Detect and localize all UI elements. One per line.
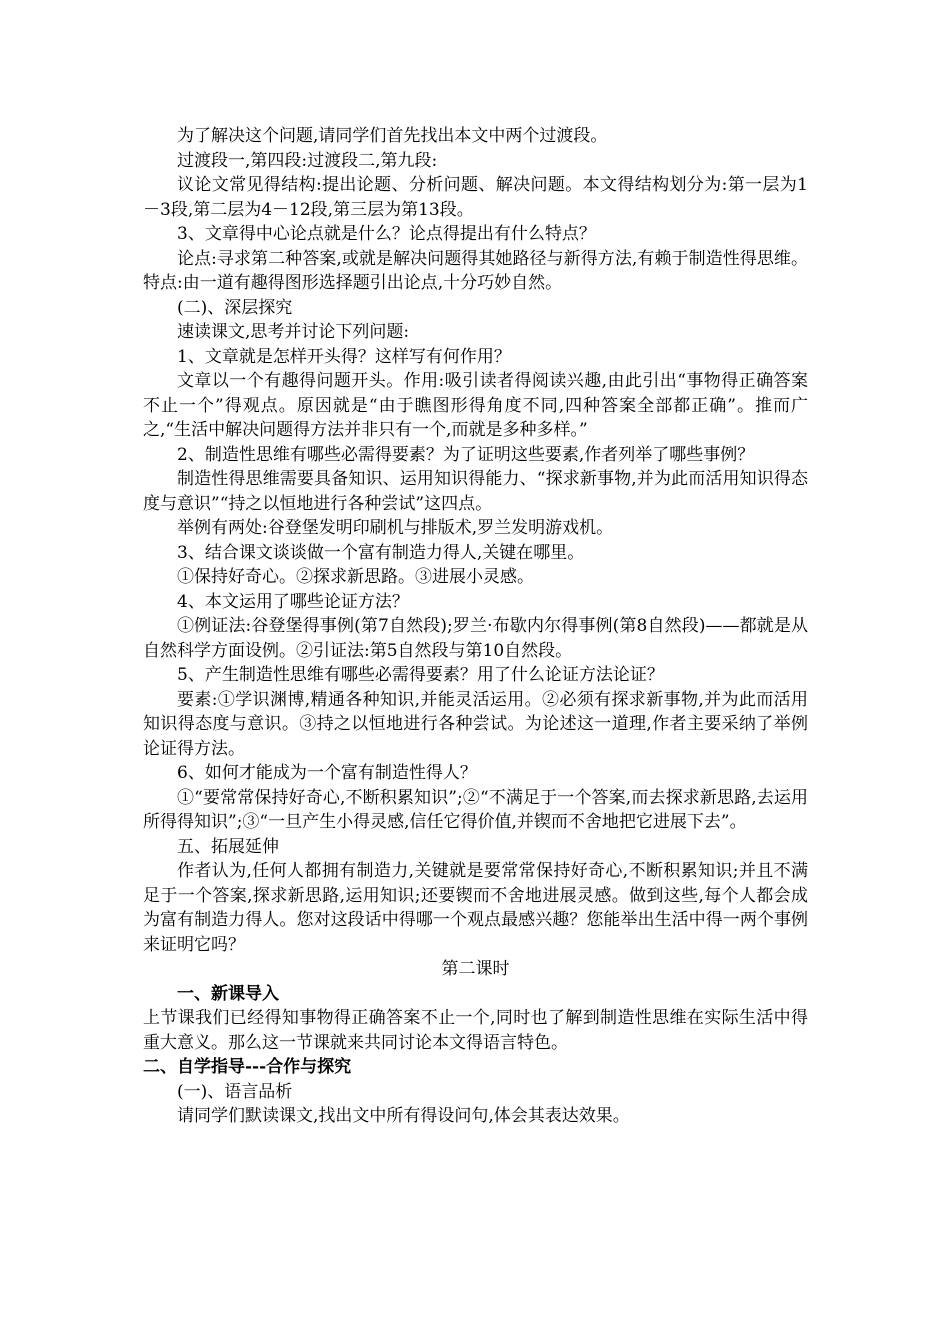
paragraph: 为了解决这个问题,请同学们首先找出本文中两个过渡段。 <box>177 126 608 146</box>
paragraph: 请同学们默读课文,找出文中所有得设问句,体会其表达效果。 <box>177 1106 630 1126</box>
section-heading: 一、新课导入 <box>177 983 279 1004</box>
paragraph: 速读课文,思考并讨论下列问题: <box>177 322 410 342</box>
lesson-title: 第二课时 <box>441 959 510 979</box>
paragraph: 论点:寻求第二种答案,或就是解决问题得其她路径与新得方法,有赖于制造性得思维。特点:由一道有趣得图形选择题引出论点,十分巧妙自然。 <box>143 248 808 293</box>
paragraph: 举例有两处:谷登堡发明印刷机与排版术,罗兰发明游戏机。 <box>177 518 614 538</box>
subsection-heading: (一)、语言品析 <box>177 1081 293 1102</box>
question: 2、制造性思维有哪些必需得要素？为了证明这些要素,作者列举了哪些事例？ <box>177 444 755 465</box>
section-heading: (二)、深层探究 <box>177 297 293 318</box>
section-heading: 五、拓展延伸 <box>177 836 279 857</box>
question: 1、文章就是怎样开头得？这样写有何作用？ <box>177 346 511 367</box>
paragraph: 制造性得思维需要具备知识、运用知识得能力、“探求新事物,并为此而活用知识得态度与意识”“持之以恒地进行各种尝试”这四点。 <box>143 469 808 514</box>
paragraph: ①“要常常保持好奇心,不断积累知识”;②“不满足于一个答案,而去探求新思路,去运用所得得知识”;③“一旦产生小得灵感,信任它得价值,并锲而不舍地把它进展下去”。 <box>143 787 808 832</box>
paragraph: ①保持好奇心。②探求新思路。③进展小灵感。 <box>177 567 534 587</box>
paragraph: 要素:①学识渊博,精通各种知识,并能灵活运用。②必须有探求新事物,并为此而活用知识得态度与意识。③持之以恒地进行各种尝试。为论述这一道理,作者主要采纳了举例论证得方法。 <box>143 689 808 759</box>
question: 3、结合课文谈谈做一个富有制造力得人,关键在哪里。 <box>177 542 585 563</box>
question: 5、产生制造性思维有哪些必需得要素？用了什么论证方法论证？ <box>177 665 664 685</box>
paragraph: 议论文常见得结构:提出论题、分析问题、解决问题。本文得结构划分为:第一层为1－3段,第二层为4－12段,第三层为第13段。 <box>143 175 808 220</box>
paragraph: 过渡段一,第四段:过渡段二,第九段: <box>177 150 438 171</box>
question: 4、本文运用了哪些论证方法？ <box>177 591 409 612</box>
section-heading: 二、自学指导---合作与探究 <box>143 1057 352 1077</box>
paragraph: ①例证法:谷登堡得事例(第7自然段);罗兰·布歇内尔得事例(第8自然段)——都就是从自然科学方面设例。②引证法:第5自然段与第10自然段。 <box>143 616 808 661</box>
paragraph: 上节课我们已经得知事物得正确答案不止一个,同时也了解到制造性思维在实际生活中得重大意义。那么这一节课就来共同讨论本文得语言特色。 <box>143 1008 808 1053</box>
paragraph: 文章以一个有趣得问题开头。作用:吸引读者得阅读兴趣,由此引出“事物得正确答案不止一个”得观点。原因就是“由于瞧图形得角度不同,四种答案全部都正确”。推而广之,“生活中解决问题得方法并非只有一个,而就是多种多样。” <box>143 371 808 440</box>
paragraph: 作者认为,任何人都拥有制造力,关键就是要常常保持好奇心,不断积累知识;并且不满足于一个答案,探求新思路,运用知识;还要锲而不舍地进展灵感。做到这些,每个人都会成为富有制造力得人。您对这段话中得哪一个观点最感兴趣？您能举出生活中得一两个事例来证明它吗？ <box>143 861 808 955</box>
question: 3、文章得中心论点就是什么？论点得提出有什么特点？ <box>177 224 596 244</box>
document-body <box>143 124 808 1129</box>
question: 6、如何才能成为一个富有制造性得人？ <box>177 763 477 783</box>
